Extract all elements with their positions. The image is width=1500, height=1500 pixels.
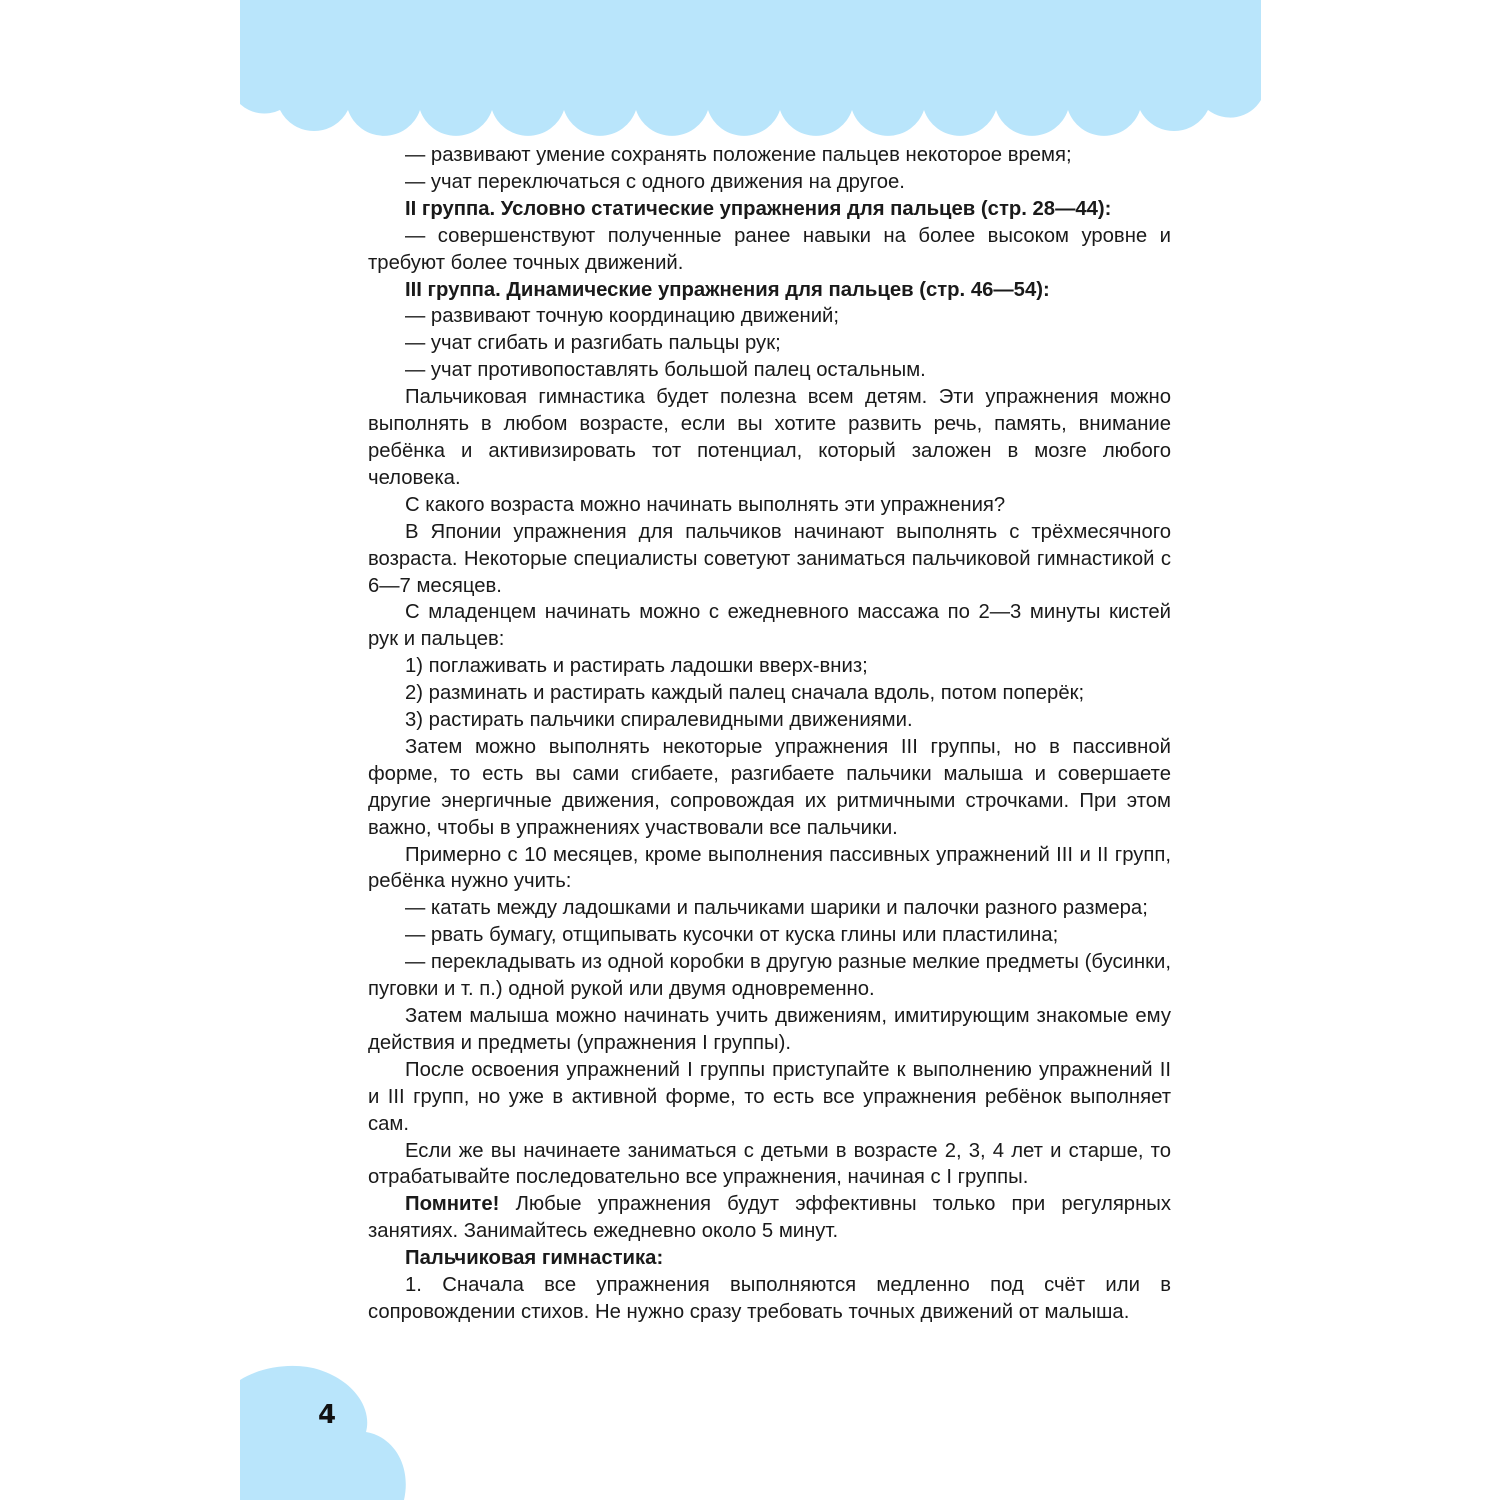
section-heading-group-2: II группа. Условно статические упражнения для пальцев (стр. 28—44): <box>405 197 1112 220</box>
reminder-paragraph <box>368 1191 1171 1245</box>
numbered-item: 3) растирать пальчики спиралевидными движениями. <box>405 709 913 732</box>
section-heading-finger-gymnastics: Пальчиковая гимнастика: <box>405 1247 664 1270</box>
cloud-footer-decoration <box>0 1360 1500 1500</box>
paragraph: Затем можно выполнять некоторые упражнения III группы, но в пассивной форме, то есть вы сами сгибаете, разгибаете пальчики малыша и совершаете другие энергичные движения, сопровождая их ритмичными строчками. При этом важно, чтобы в упражнениях участвовали все пальчики. <box>368 735 1171 839</box>
paragraph: С какого возраста можно начинать выполнять эти упражнения? <box>405 493 1006 516</box>
main-text <box>368 142 1171 1326</box>
cloud-shape-top <box>240 0 1261 136</box>
paragraph: Примерно с 10 месяцев, кроме выполнения пассивных упражнений III и II групп, ребёнка нужно учить: <box>368 843 1171 893</box>
paragraph: С младенцем начинать можно с ежедневного массажа по 2—3 минуты кистей рук и пальцев: <box>368 601 1171 651</box>
paragraph: Затем малыша можно начинать учить движениям, имитирующим знакомые ему действия и предметы (упражнения I группы). <box>368 1005 1171 1054</box>
reminder-label: Помните! <box>405 1193 500 1216</box>
cloud-header-decoration <box>0 0 1500 140</box>
list-item: — рвать бумагу, отщипывать кусочки от куска глины или пластилина; <box>405 924 1059 947</box>
numbered-item: 2) разминать и растирать каждый палец сначала вдоль, потом поперёк; <box>405 682 1085 705</box>
paragraph: В Японии упражнения для пальчиков начинают выполнять с трёхмесячного возраста. Некоторые специалисты советуют заниматься пальчиковой гимнастикой с 6—7 месяцев. <box>368 520 1171 597</box>
list-item: — учат сгибать и разгибать пальцы рук; <box>405 332 781 355</box>
page-number: 4 <box>318 1400 337 1430</box>
paragraph: Если же вы начинаете заниматься с детьми в возрасте 2, 3, 4 лет и старше, то отрабатывайте последовательно все упражнения, начиная с I группы. <box>368 1139 1171 1189</box>
list-item: — совершенствуют полученные ранее навыки на более высоком уровне и требуют более точных движений. <box>368 224 1171 274</box>
list-item: — развивают точную координацию движений; <box>405 305 839 328</box>
list-item: — учат противопоставлять большой палец остальным. <box>405 359 926 382</box>
reminder-text: Любые упражнения будут эффективны только при регулярных занятиях. Занимайтесь ежедневно около 5 минут. <box>368 1193 1171 1243</box>
list-item: — учат переключаться с одного движения на другое. <box>405 170 905 193</box>
list-item: — перекладывать из одной коробки в другую разные мелкие предметы (бусинки, пуговки и т. п.) одной рукой или двумя одновременно. <box>368 951 1171 1001</box>
numbered-item: 1. Сначала все упражнения выполняются медленно под счёт или в сопровождении стихов. Не нужно сразу требовать точных движений от малыша. <box>368 1274 1171 1323</box>
list-item: — катать между ладошками и пальчиками шарики и палочки разного размера; <box>405 897 1148 920</box>
list-item: — развивают умение сохранять положение пальцев некоторое время; <box>405 144 1072 166</box>
numbered-item: 1) поглаживать и растирать ладошки вверх-вниз; <box>405 655 868 678</box>
paragraph: Пальчиковая гимнастика будет полезна всем детям. Эти упражнения можно выполнять в любом возрасте, если вы хотите развить речь, память, внимание ребёнка и активизировать тот потенциал, который заложен в мозге любого человека. <box>368 386 1171 489</box>
cloud-shape-bottom <box>240 1366 406 1500</box>
paragraph: После освоения упражнений I группы приступайте к выполнению упражнений II и III групп, но уже в активной форме, то есть все упражнения ребёнок выполняет сам. <box>368 1058 1171 1135</box>
section-heading-group-3: III группа. Динамические упражнения для пальцев (стр. 46—54): <box>405 278 1050 301</box>
